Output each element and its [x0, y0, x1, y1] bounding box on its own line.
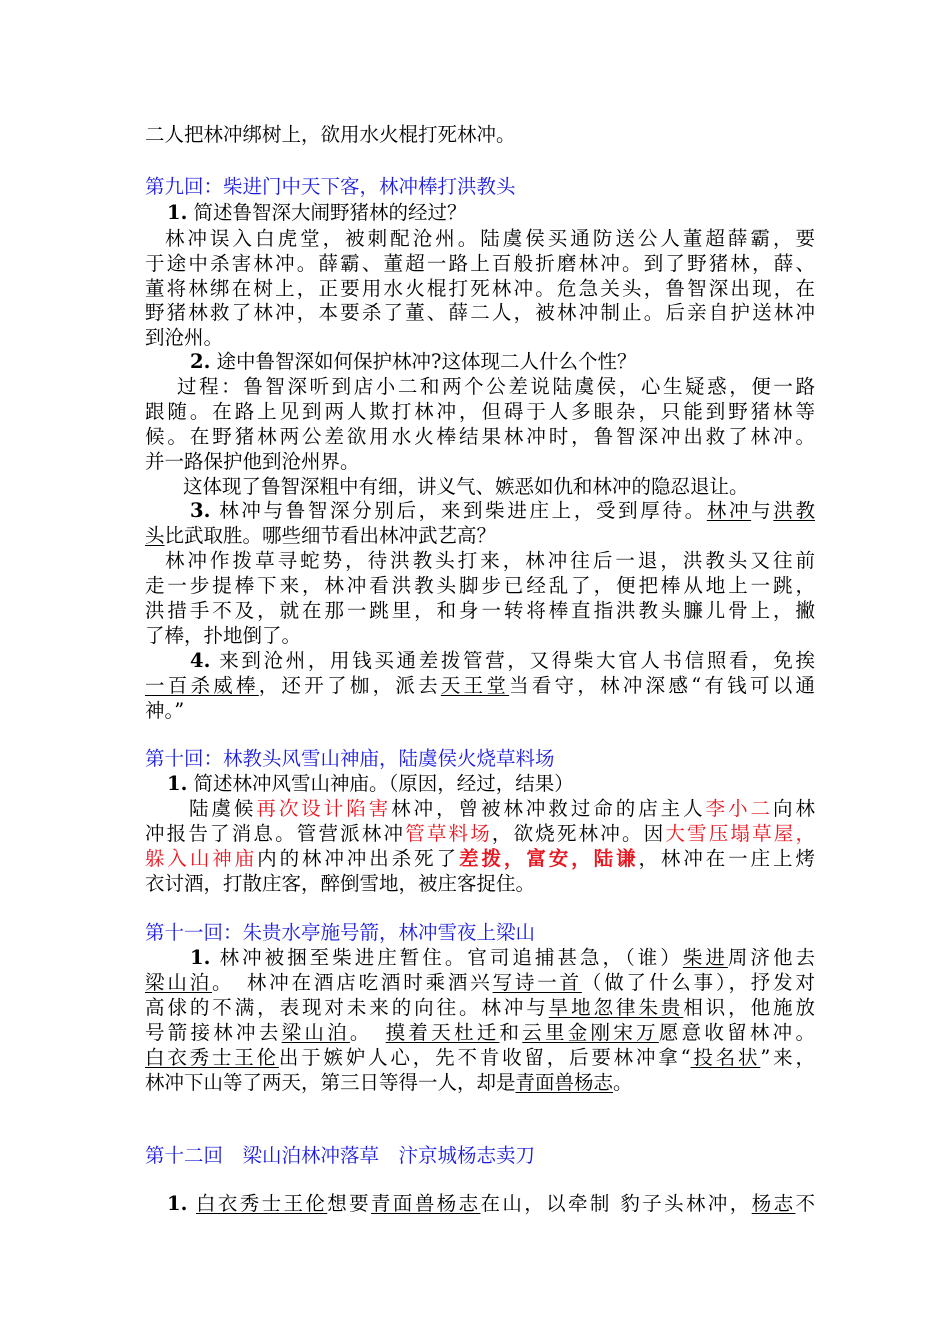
paragraph-line: 衣讨酒，打散庄客，醉倒雪地，被庄客捉住。 — [145, 872, 536, 895]
chapter-heading: 第十二回 梁山泊林冲落草 汴京城杨志卖刀 — [145, 1144, 536, 1167]
highlighted-term: 大雪压塌草屋， — [665, 822, 815, 845]
paragraph-line: 一百杀威棒，还开了枷，派去天王堂当看守，林冲深感“有钱可以通 — [145, 674, 815, 697]
underlined-term: 杨志 — [751, 1192, 796, 1215]
question-line: 1. 简述鲁智深大闹野猪林的经过？ — [167, 201, 467, 224]
underlined-term: 旱地忽律朱贵 — [548, 996, 684, 1019]
paragraph-line: 过程：鲁智深听到店小二和两个公差说陆虞侯，心生疑惑，便一路 — [177, 375, 815, 398]
paragraph-line: 林冲误入白虎堂，被刺配沧州。陆虞侯买通防送公人董超薛霸，要 — [165, 227, 815, 250]
paragraph-line: 号箭接林冲去梁山泊。 摸着天杜迁和云里金刚宋万愿意收留林冲。 — [145, 1021, 815, 1044]
paragraph-line: 这体现了鲁智深粗中有细，讲义气、嫉恶如仇和林冲的隐忍退让。 — [183, 475, 749, 498]
paragraph-line: 于途中杀害林冲。薛霸、董超一路上百般折磨林冲。到了野猪林，薛、 — [145, 252, 815, 275]
question-number: 1. — [167, 201, 188, 224]
question-line: 1. 白衣秀士王伦想要青面兽杨志在山，以牵制 豹子头林冲，杨志不 — [167, 1192, 815, 1215]
chapter-heading: 第十一回：朱贵水亭施号箭，林冲雪夜上梁山 — [145, 921, 536, 944]
paragraph-line: 梁山泊。 林冲在酒店吃酒时乘酒兴写诗一首（做了什么事），抒发对 — [145, 971, 815, 994]
paragraph-line: 洪措手不及，就在那一跳里，和身一转将棒直指洪教头臁儿骨上，撇 — [145, 599, 815, 622]
underlined-term: 洪教 — [773, 499, 815, 522]
paragraph-line: 高俅的不满，表现对未来的向往。林冲与旱地忽律朱贵相识，他施放 — [145, 996, 815, 1019]
underlined-term: 梁山泊 — [145, 971, 212, 994]
paragraph-line: 白衣秀士王伦出于嫉妒人心，先不肯收留，后要林冲拿“投名状”来， — [145, 1046, 815, 1069]
paragraph-line: 林冲下山等了两天，第三日等得一人，却是青面兽杨志。 — [145, 1071, 633, 1094]
underlined-term: 白衣秀士王伦 — [145, 1046, 279, 1069]
highlighted-term: 管草料场 — [405, 822, 492, 845]
question-number: 2. — [190, 350, 211, 373]
paragraph-line: 并一路保护他到沧州界。 — [145, 450, 360, 473]
highlighted-term: 躲入山神庙 — [145, 847, 258, 870]
question-number: 1. — [167, 772, 188, 795]
paragraph-line: 陆虞候再次设计陷害林冲，曾被林冲救过命的店主人李小二向林 — [189, 797, 815, 820]
question-number: 4. — [190, 649, 211, 672]
underlined-term: 一百杀威棒 — [145, 674, 259, 697]
underlined-term: 写诗一首 — [492, 971, 582, 994]
question-number: 1. — [190, 946, 211, 969]
highlighted-term: 李小二 — [705, 797, 773, 820]
underlined-term: 投名状 — [690, 1046, 761, 1069]
paragraph-line: 走一步提棒下来，林冲看洪教头脚步已经乱了，便把棒从地上一跳， — [145, 574, 815, 597]
highlighted-term: 差拨，富安，陆谦 — [459, 847, 639, 870]
question-number: 1. — [167, 1192, 188, 1215]
chapter-heading: 第十回：林教头风雪山神庙，陆虞侯火烧草料场 — [145, 747, 555, 770]
question-line: 4. 来到沧州，用钱买通差拨管营，又得柴大官人书信照看，免挨 — [190, 649, 815, 672]
underlined-term: 摸着天杜迁 — [385, 1021, 500, 1044]
chapter-heading: 第九回：柴进门中天下客，林冲棒打洪教头 — [145, 175, 516, 198]
paragraph-line: 了棒，扑地倒了。 — [145, 624, 302, 647]
paragraph-line: 冲报告了消息。管营派林冲管草料场，欲烧死林冲。因大雪压塌草屋， — [145, 822, 815, 845]
paragraph-line: 董将林绑在树上，正要用水火棍打死林冲。危急关头，鲁智深出现，在 — [145, 277, 815, 300]
highlighted-term: 再次设计陷害 — [256, 797, 392, 820]
paragraph-line: 野猪林救了林冲，本要杀了董、薛二人，被林冲制止。后亲自护送林冲 — [145, 301, 815, 324]
paragraph-line: 跟随。在路上见到两人欺打林冲，但碍于人多眼杂，只能到野猪林等 — [145, 400, 815, 423]
question-line: 2. 途中鲁智深如何保护林冲?这体现二人什么个性？ — [190, 350, 637, 373]
question-line: 1. 简述林冲风雪山神庙。（原因，经过，结果） — [167, 772, 574, 795]
paragraph-line: 二人把林冲绑树上，欲用水火棍打死林冲。 — [145, 123, 516, 146]
question-number: 3. — [190, 499, 211, 522]
paragraph-line: 神。” — [145, 699, 185, 722]
underlined-term: 头 — [145, 524, 165, 547]
underlined-term: 青面兽杨志 — [515, 1071, 614, 1094]
underlined-term: 林冲 — [706, 499, 752, 522]
question-line: 1. 林冲被捆至柴进庄暂住。官司追捕甚急，（谁）柴进周济他去 — [190, 946, 815, 969]
underlined-term: 白衣秀士王伦 — [195, 1192, 328, 1215]
paragraph-line: 头比武取胜。哪些细节看出林冲武艺高？ — [145, 524, 497, 547]
paragraph-line: 候。在野猪林两公差欲用水火棒结果林冲时，鲁智深冲出救了林冲。 — [145, 425, 815, 448]
underlined-term: 天王堂 — [440, 674, 510, 697]
paragraph-line: 躲入山神庙内的林冲冲出杀死了差拨，富安，陆谦，林冲在一庄上烤 — [145, 847, 815, 870]
paragraph-line: 到沧州。 — [145, 326, 224, 349]
underlined-term: 青面兽杨志 — [371, 1192, 481, 1215]
underlined-term: 梁山泊 — [281, 1021, 350, 1044]
underlined-term: 云里金刚宋万 — [522, 1021, 659, 1044]
underlined-term: 柴进 — [682, 946, 728, 969]
question-line: 3. 林冲与鲁智深分别后，来到柴进庄上，受到厚待。林冲与洪教 — [190, 499, 815, 522]
paragraph-line: 林冲作拨草寻蛇势，待洪教头打来，林冲往后一退，洪教头又往前 — [165, 549, 815, 572]
